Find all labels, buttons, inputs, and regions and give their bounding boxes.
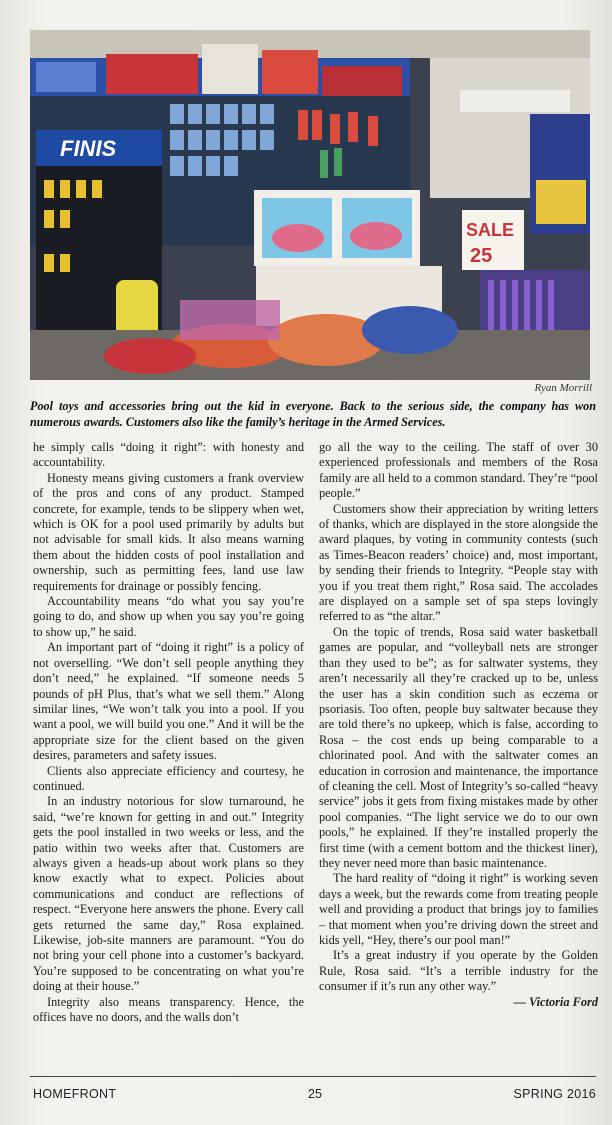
- right-paragraph: On the topic of trends, Rosa said water basketball games are popular, and “volleyball nets are stronger than they used to be”; as for saltwater systems, they aren’t necessarily all they’re cracked up to be, unless the user has a skin condition such as eczema or psoriasis. Too often, people buy saltwater because they are told there’s no upkeep, which is false, according to Rosa – the cost ends up being comparable to a chlorinated pool. And with the saltwater comes an education in corrosion and maintenance, the importance of cleaning the cell. Most of Integrity’s so-called “heavy service” jobs it gets from fixing mistakes made by other pool companies. “The light service we do to our own pools,” he explained. If they’re installed properly the first time (with a cement bottom and the thickest liner), they never need more than basic maintenance.: [319, 624, 598, 870]
- left-paragraph: Accountability means “do what you say you’re going to do, and show up when you say you’re going to show up,” he said.: [33, 594, 304, 639]
- right-paragraph: Customers show their appreciation by writing letters of thanks, which are displayed in the store alongside the award plaques, by voting in community contests (such as Times-Beacon readers’ choice) and, most important, by sending their friends to Integrity. “People stay with you if you treat them right,” Rosa said. The accolades are displayed on a sample set of spa steps lovingly referred to as “the altar.”: [319, 501, 598, 624]
- photo-credit: Ryan Morrill: [534, 382, 592, 394]
- left-paragraph: Clients also appreciate efficiency and courtesy, he continued.: [33, 763, 304, 793]
- author-byline: — Victoria Ford: [513, 994, 598, 1009]
- page-number: 25: [308, 1087, 322, 1101]
- sale-sign-text: SALE: [466, 220, 515, 240]
- photo-caption: Pool toys and accessories bring out the kid in everyone. Back to the serious side, the company has won numerous awards. Customers also like the family’s heritage in the Armed Services.: [30, 399, 596, 429]
- right-column: [319, 440, 598, 1010]
- finis-sign-text: FINIS: [60, 136, 117, 161]
- right-paragraph: It’s a great industry if you operate by the Golden Rule, Rosa said. “It’s a terrible industry for the consumer if it’s run any other way.”: [319, 948, 598, 994]
- left-paragraph: Honesty means giving customers a frank overview of the pros and cons of any product. Stamped concrete, for example, tends to be slippery when wet, which is OK for a pool used primarily by adults but not advisable for small kids. It also means warning them about the hidden costs of pool installation and ownership, such as permitting fees, land use law requirements for drainage or possibly fencing.: [33, 470, 304, 593]
- left-paragraph: In an industry notorious for slow turnaround, he said, “we’re known for getting in and out.” Integrity gets the pool installed in two weeks or less, and the patio within two weeks after that. Customers are always given a heads-up about work plans so they know exactly what to expect. Policies about communications and conduct are reflections of respect. “Everyone here answers the phone. Every call gets returned the same day,” Rosa explained. Likewise, job-site manners are paramount. “You do not bring your cell phone into a customer’s backyard. You’re supposed to be concentrating on what you’re doing at their house.”: [33, 794, 304, 994]
- store-photo: [30, 30, 590, 380]
- issue-date: SPRING 2016: [513, 1087, 596, 1101]
- page-footer: [33, 1087, 596, 1103]
- left-paragraph: An important part of “doing it right” is a policy of not overselling. “We don’t sell people anything they don’t need,” he explained. “If someone needs 5 pounds of pH Plus, that’s what we sell them.” Along similar lines, “We won’t talk you into a pool. If you want a pool, we will build you one.” And it will be the appropriate size for the client based on the given desires, parameters and safety issues.: [33, 640, 304, 763]
- left-paragraph: he simply calls “doing it right”: with honesty and accountability.: [33, 440, 304, 470]
- sale-sign-number: 25: [470, 245, 493, 267]
- right-paragraph: go all the way to the ceiling. The staff of over 30 experienced professionals and members of the Rosa family are all held to a common standard. They’re “pool people.”: [319, 440, 598, 501]
- publication-name: HOMEFRONT: [33, 1087, 117, 1101]
- left-paragraph: Integrity also means transparency. Hence, the offices have no doors, and the walls don’t: [33, 994, 304, 1025]
- left-column: [33, 440, 304, 1025]
- right-paragraph: The hard reality of “doing it right” is working seven days a week, but the rewards come from treating people well and providing a product that brings joy to families – that moment when you’re driving down the street and kids yell, “Hey, there’s our pool man!”: [319, 871, 598, 947]
- footer-rule: [30, 1076, 596, 1077]
